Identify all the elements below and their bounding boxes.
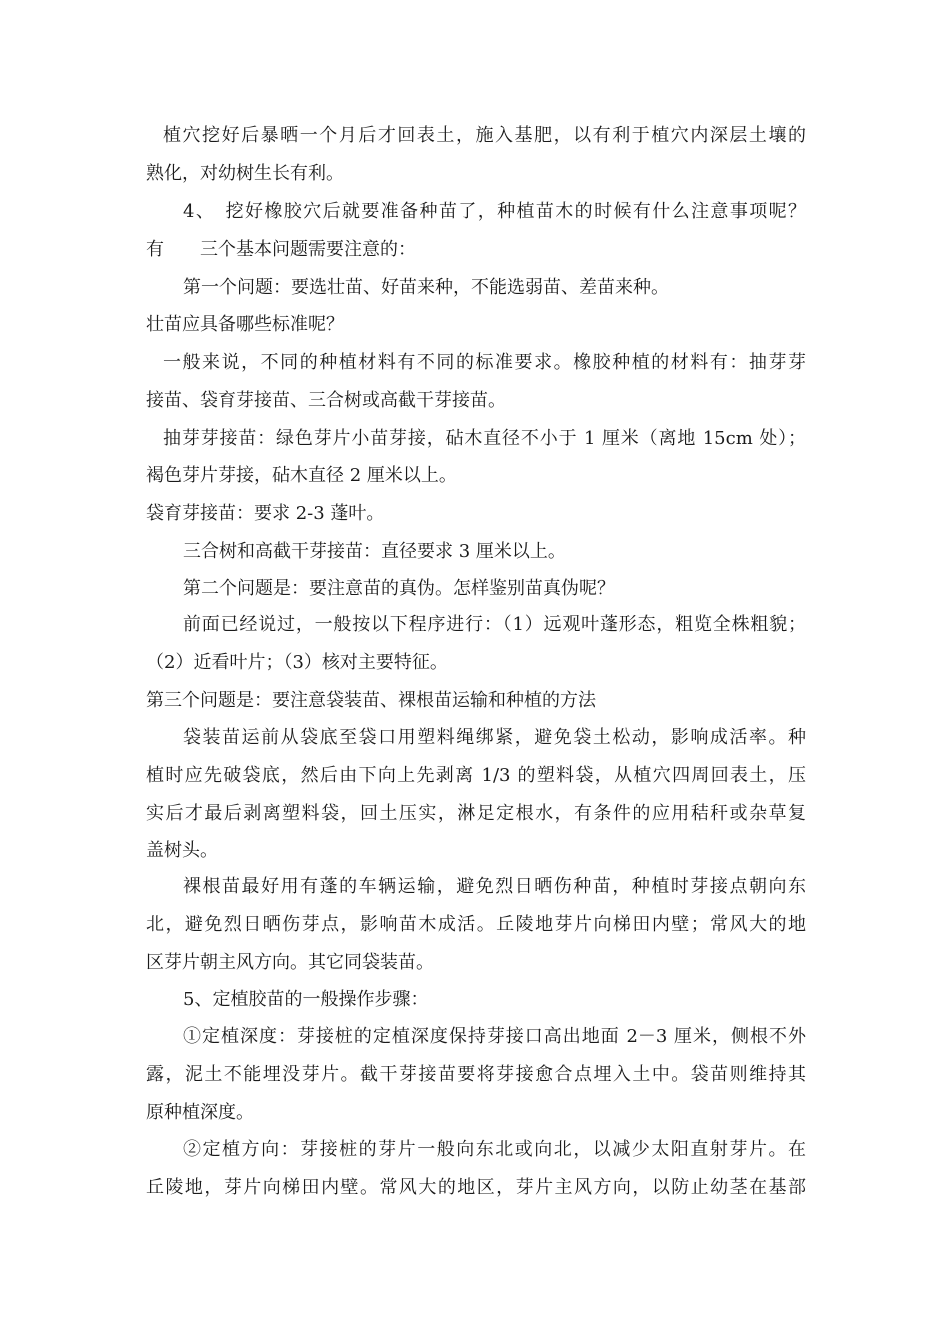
text-line: 壮苗应具备哪些标准呢？ [146,314,344,335]
text-line: 抽芽芽接苗：绿色芽片小苗芽接，砧木直径不小于 1 厘米（离地 15cm 处）； [163,428,806,449]
text-line: 北，避免烈日晒伤芽点，影响苗木成活。丘陵地芽片向梯田内壁；常风大的地 [146,914,806,935]
text-line: 前面已经说过，一般按以下程序进行：（1）远观叶蓬形态，粗览全株粗貌； [183,614,806,635]
text-line: 区芽片朝主风方向。其它同袋装苗。 [146,952,434,973]
text-line: 有 三个基本问题需要注意的： [146,239,416,260]
text-line: 熟化，对幼树生长有利。 [146,163,344,184]
text-line: 第一个问题：要选壮苗、好苗来种，不能选弱苗、差苗来种。 [183,277,669,298]
text-line: 4、 挖好橡胶穴后就要准备种苗了，种植苗木的时候有什么注意事项呢？ [183,201,806,222]
text-line: ②定植方向：芽接桩的芽片一般向东北或向北，以减少太阳直射芽片。在 [183,1139,806,1160]
text-line: 植穴挖好后暴晒一个月后才回表土，施入基肥，以有利于植穴内深层土壤的 [163,125,806,146]
text-line: 接苗、袋育芽接苗、三合树或高截干芽接苗。 [146,390,506,411]
text-line: 植时应先破袋底，然后由下向上先剥离 1/3 的塑料袋，从植穴四周回表土，压 [146,765,806,786]
text-line: 第三个问题是：要注意袋装苗、裸根苗运输和种植的方法 [146,690,596,711]
text-line: 第二个问题是：要注意苗的真伪。怎样鉴别苗真伪呢？ [183,578,615,599]
text-line: 一般来说，不同的种植材料有不同的标准要求。橡胶种植的材料有：抽芽芽 [163,352,806,373]
text-line: 裸根苗最好用有蓬的车辆运输，避免烈日晒伤种苗，种植时芽接点朝向东 [183,876,806,897]
text-line: 露，泥土不能埋没芽片。截干芽接苗要将芽接愈合点埋入土中。袋苗则维持其 [146,1064,806,1085]
text-line: 盖树头。 [146,840,218,861]
text-line: 丘陵地，芽片向梯田内壁。常风大的地区，芽片主风方向，以防止幼茎在基部 [146,1177,806,1198]
text-line: 三合树和高截干芽接苗：直径要求 3 厘米以上。 [183,541,566,562]
text-line: 袋育芽接苗：要求 2-3 蓬叶。 [146,503,385,524]
text-line: 实后才最后剥离塑料袋，回土压实，淋足定根水，有条件的应用秸秆或杂草复 [146,803,806,824]
text-line: 5、定植胶苗的一般操作步骤： [183,989,429,1010]
text-line: 原种植深度。 [146,1102,254,1123]
text-line: 袋装苗运前从袋底至袋口用塑料绳绑紧，避免袋土松动，影响成活率。种 [183,727,806,748]
text-line: （2）近看叶片；（3）核对主要特征。 [146,652,448,673]
text-line: 褐色芽片芽接，砧木直径 2 厘米以上。 [146,465,457,486]
text-line: ①定植深度：芽接桩的定植深度保持芽接口高出地面 2－3 厘米，侧根不外 [183,1026,806,1047]
